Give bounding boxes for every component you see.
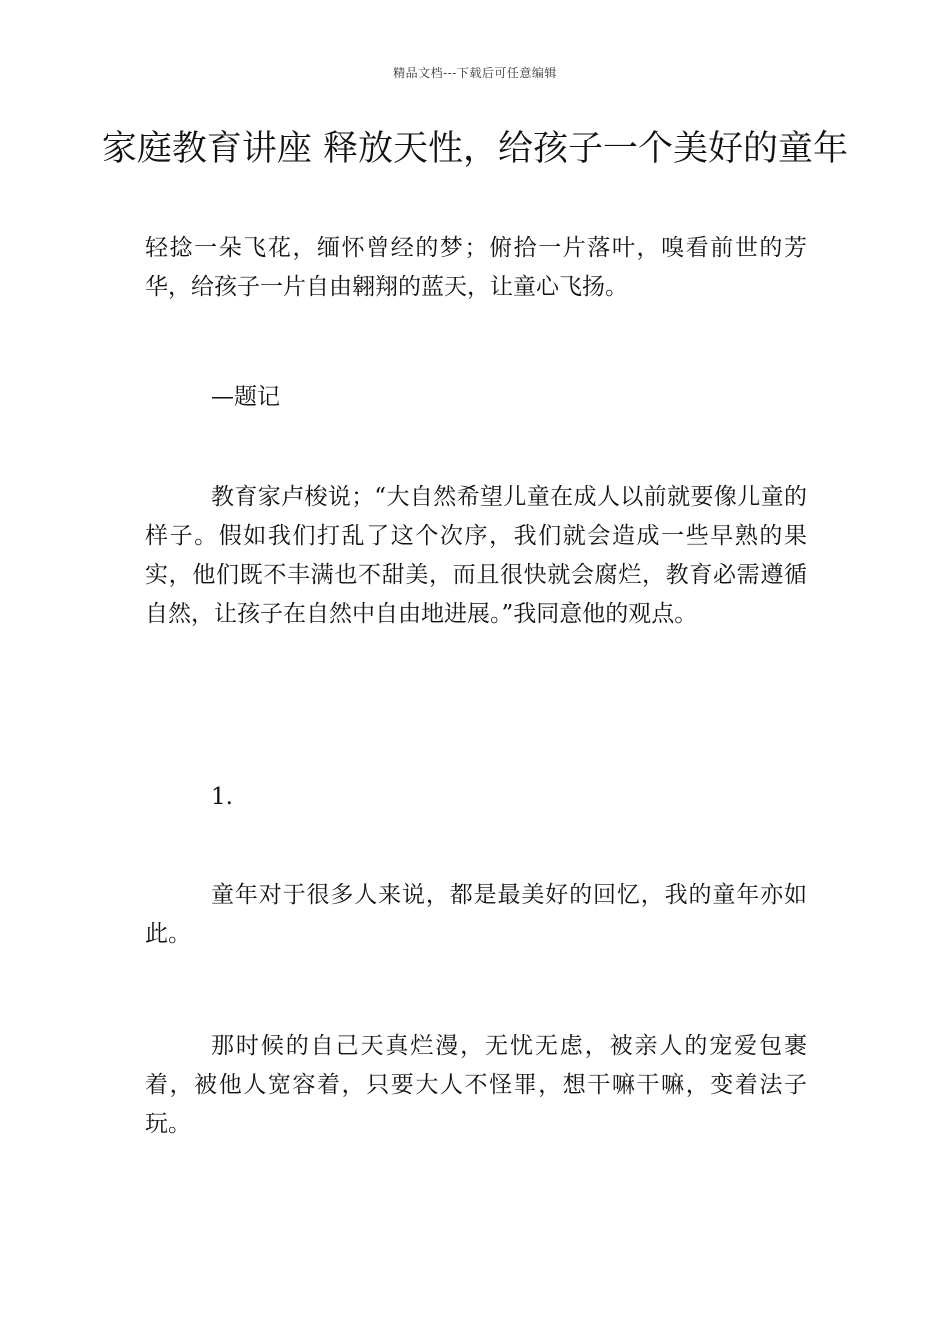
paragraph-rousseau-quote: 教育家卢梭说；“大自然希望儿童在成人以前就要像儿童的样子。假如我们打乱了这个次序，我们就会造成一些早熟的果实，他们既不丰满也不甜美，而且很快就会腐烂，教育必需遵循自然，让孩子在自然中自由地进展。”我同意他的观点。 bbox=[145, 484, 807, 627]
header-note: 精品文档---下载后可任意编辑 bbox=[393, 66, 557, 80]
paragraph-epigraph-attribution: —题记 bbox=[211, 384, 280, 410]
paragraph-childhood-memory: 童年对于很多人来说，都是最美好的回忆，我的童年亦如此。 bbox=[145, 882, 807, 947]
paragraph-epigraph: 轻捻一朵飞花，缅怀曾经的梦；俯拾一片落叶，嗅看前世的芳华，给孩子一片自由翱翔的蓝天，让童心飞扬。 bbox=[145, 235, 807, 300]
paragraph-carefree-days: 那时候的自己天真烂漫，无忧无虑，被亲人的宠爱包裹着，被他人宽容着，只要大人不怪罪，想干嘛干嘛，变着法子玩。 bbox=[145, 1033, 807, 1137]
document-title: 家庭教育讲座 释放天性，给孩子一个美好的童年 bbox=[101, 129, 849, 169]
paragraph-section-number: 1. bbox=[211, 784, 233, 810]
